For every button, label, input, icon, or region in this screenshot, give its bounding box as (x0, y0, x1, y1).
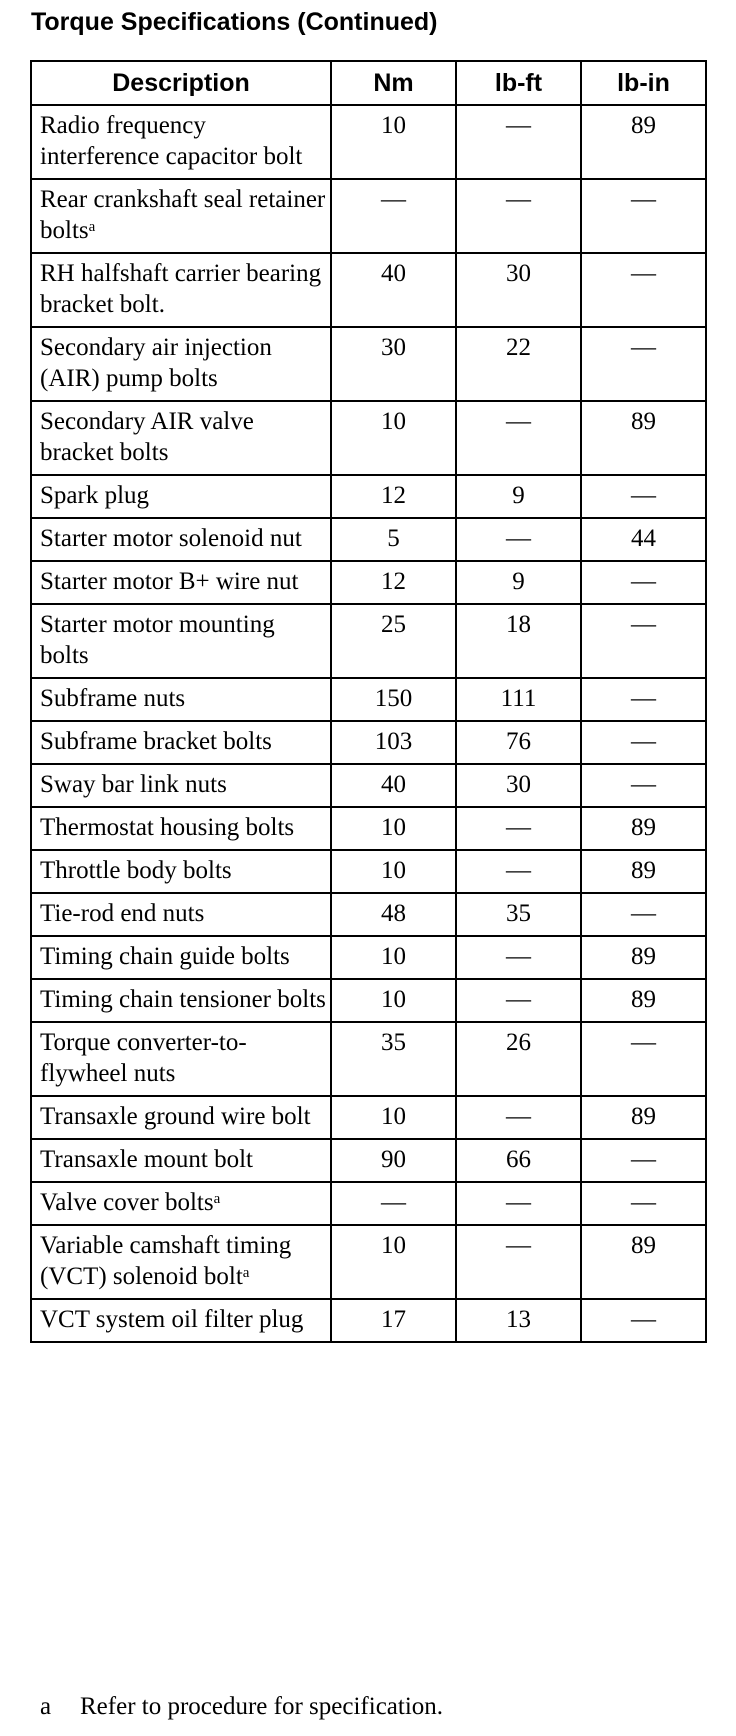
cell-lb-ft: 13 (456, 1299, 581, 1342)
cell-lb-in: 89 (581, 1096, 706, 1139)
footnote-marker: a (88, 219, 96, 235)
description-text: Transaxle mount bolt (40, 1146, 253, 1173)
cell-lb-ft: — (456, 105, 581, 179)
description-text: Timing chain tensioner bolts (40, 986, 326, 1013)
cell-nm: 48 (331, 893, 456, 936)
description-text: Transaxle ground wire bolt (40, 1103, 311, 1130)
cell-nm: 10 (331, 979, 456, 1022)
cell-lb-ft: — (456, 1225, 581, 1299)
cell-lb-in: 89 (581, 1225, 706, 1299)
description-text: Starter motor solenoid nut (40, 525, 302, 552)
cell-description (31, 979, 331, 1022)
cell-nm: 30 (331, 327, 456, 401)
header-lb-ft: lb-ft (456, 61, 581, 105)
cell-lb-in: 89 (581, 807, 706, 850)
table-row (31, 179, 706, 253)
table-row (31, 327, 706, 401)
footnote-marker: a (213, 1191, 221, 1207)
cell-lb-ft: — (456, 1096, 581, 1139)
cell-description (31, 1299, 331, 1342)
footnote-text: Refer to procedure for specification. (80, 1693, 444, 1720)
table-row (31, 807, 706, 850)
cell-lb-in: — (581, 678, 706, 721)
cell-nm: 12 (331, 475, 456, 518)
footnote-marker: a (242, 1265, 250, 1281)
table-row (31, 1022, 706, 1096)
table-row (31, 1299, 706, 1342)
cell-lb-ft: 111 (456, 678, 581, 721)
cell-lb-ft: 30 (456, 253, 581, 327)
cell-lb-ft: 26 (456, 1022, 581, 1096)
description-text: Secondary air injection (AIR) pump bolts (40, 334, 272, 392)
cell-nm: 150 (331, 678, 456, 721)
cell-lb-in: — (581, 721, 706, 764)
cell-nm: 35 (331, 1022, 456, 1096)
table-row (31, 721, 706, 764)
cell-nm: 10 (331, 1225, 456, 1299)
cell-lb-in: — (581, 1022, 706, 1096)
cell-lb-ft: 30 (456, 764, 581, 807)
cell-lb-ft: 9 (456, 561, 581, 604)
cell-description (31, 1182, 331, 1225)
table-row (31, 1182, 706, 1225)
cell-description (31, 721, 331, 764)
cell-lb-ft: — (456, 1182, 581, 1225)
cell-lb-in: 44 (581, 518, 706, 561)
cell-description (31, 850, 331, 893)
cell-nm: — (331, 1182, 456, 1225)
cell-nm: 10 (331, 936, 456, 979)
cell-lb-ft: — (456, 518, 581, 561)
cell-description (31, 475, 331, 518)
description-text: Starter motor mounting bolts (40, 611, 275, 669)
cell-nm: 25 (331, 604, 456, 678)
cell-lb-ft: 66 (456, 1139, 581, 1182)
cell-description (31, 1096, 331, 1139)
page-title: Torque Specifications (Continued) (31, 8, 438, 36)
cell-nm: — (331, 179, 456, 253)
table-row (31, 893, 706, 936)
cell-nm: 40 (331, 764, 456, 807)
table-row (31, 561, 706, 604)
description-text: Subframe nuts (40, 685, 186, 712)
cell-nm: 103 (331, 721, 456, 764)
description-text: Thermostat housing bolts (40, 814, 295, 841)
cell-lb-in: — (581, 1299, 706, 1342)
description-text: Secondary AIR valve bracket bolts (40, 408, 254, 466)
cell-lb-in: — (581, 327, 706, 401)
table-header-row (31, 61, 706, 105)
cell-description (31, 1225, 331, 1299)
table-row (31, 764, 706, 807)
cell-description (31, 401, 331, 475)
cell-description (31, 253, 331, 327)
cell-lb-in: 89 (581, 850, 706, 893)
cell-lb-ft: 22 (456, 327, 581, 401)
cell-lb-ft: — (456, 979, 581, 1022)
table-row (31, 678, 706, 721)
table-row (31, 401, 706, 475)
cell-lb-in: — (581, 561, 706, 604)
cell-lb-in: 89 (581, 979, 706, 1022)
footnote-letter: a (40, 1693, 52, 1720)
cell-description (31, 561, 331, 604)
table-row (31, 105, 706, 179)
table-row (31, 475, 706, 518)
cell-lb-in: — (581, 1139, 706, 1182)
cell-lb-ft: — (456, 179, 581, 253)
cell-lb-ft: — (456, 401, 581, 475)
footnote (40, 1693, 443, 1721)
description-text: Valve cover bolts (40, 1189, 214, 1216)
cell-description (31, 893, 331, 936)
table-row (31, 1139, 706, 1182)
cell-lb-in: — (581, 179, 706, 253)
header-lb-in: lb-in (581, 61, 706, 105)
cell-lb-ft: — (456, 936, 581, 979)
cell-description (31, 179, 331, 253)
table-row (31, 936, 706, 979)
cell-lb-in: — (581, 475, 706, 518)
description-text: Spark plug (40, 482, 150, 509)
cell-nm: 90 (331, 1139, 456, 1182)
cell-lb-in: 89 (581, 936, 706, 979)
cell-description (31, 327, 331, 401)
description-text: Tie-rod end nuts (40, 900, 205, 927)
cell-description (31, 604, 331, 678)
table-row (31, 1225, 706, 1299)
description-text: Torque converter-to-flywheel nuts (40, 1029, 247, 1087)
cell-description (31, 936, 331, 979)
cell-nm: 10 (331, 105, 456, 179)
description-text: RH halfshaft carrier bearing bracket bolt. (40, 260, 322, 318)
cell-nm: 12 (331, 561, 456, 604)
cell-nm: 10 (331, 850, 456, 893)
cell-nm: 5 (331, 518, 456, 561)
header-nm: Nm (331, 61, 456, 105)
cell-nm: 17 (331, 1299, 456, 1342)
table-row (31, 850, 706, 893)
table-row (31, 1096, 706, 1139)
description-text: Sway bar link nuts (40, 771, 227, 798)
table-row (31, 979, 706, 1022)
description-text: Throttle body bolts (40, 857, 232, 884)
cell-description (31, 518, 331, 561)
header-description: Description (31, 61, 331, 105)
description-text: Timing chain guide bolts (40, 943, 290, 970)
cell-description (31, 764, 331, 807)
cell-lb-in: — (581, 893, 706, 936)
table-row (31, 253, 706, 327)
cell-lb-ft: — (456, 807, 581, 850)
cell-description (31, 105, 331, 179)
cell-lb-in: 89 (581, 105, 706, 179)
cell-description (31, 1139, 331, 1182)
table-row (31, 518, 706, 561)
cell-lb-in: 89 (581, 401, 706, 475)
cell-nm: 10 (331, 401, 456, 475)
cell-lb-in: — (581, 764, 706, 807)
table-row (31, 604, 706, 678)
cell-lb-ft: 76 (456, 721, 581, 764)
cell-description (31, 807, 331, 850)
cell-lb-in: — (581, 604, 706, 678)
cell-nm: 10 (331, 807, 456, 850)
cell-lb-ft: 35 (456, 893, 581, 936)
cell-lb-ft: — (456, 850, 581, 893)
description-text: Starter motor B+ wire nut (40, 568, 299, 595)
cell-nm: 40 (331, 253, 456, 327)
cell-lb-ft: 18 (456, 604, 581, 678)
table-body (31, 105, 706, 1342)
cell-description (31, 678, 331, 721)
torque-spec-table (30, 60, 707, 1343)
description-text: Radio frequency interference capacitor bolt (40, 112, 303, 170)
description-text: Subframe bracket bolts (40, 728, 272, 755)
description-text: VCT system oil filter plug (40, 1306, 304, 1333)
description-text: Variable camshaft timing (VCT) solenoid bolt (40, 1232, 292, 1290)
cell-description (31, 1022, 331, 1096)
description-text: Rear crankshaft seal retainer bolts (40, 186, 326, 244)
cell-nm: 10 (331, 1096, 456, 1139)
cell-lb-in: — (581, 253, 706, 327)
cell-lb-in: — (581, 1182, 706, 1225)
cell-lb-ft: 9 (456, 475, 581, 518)
